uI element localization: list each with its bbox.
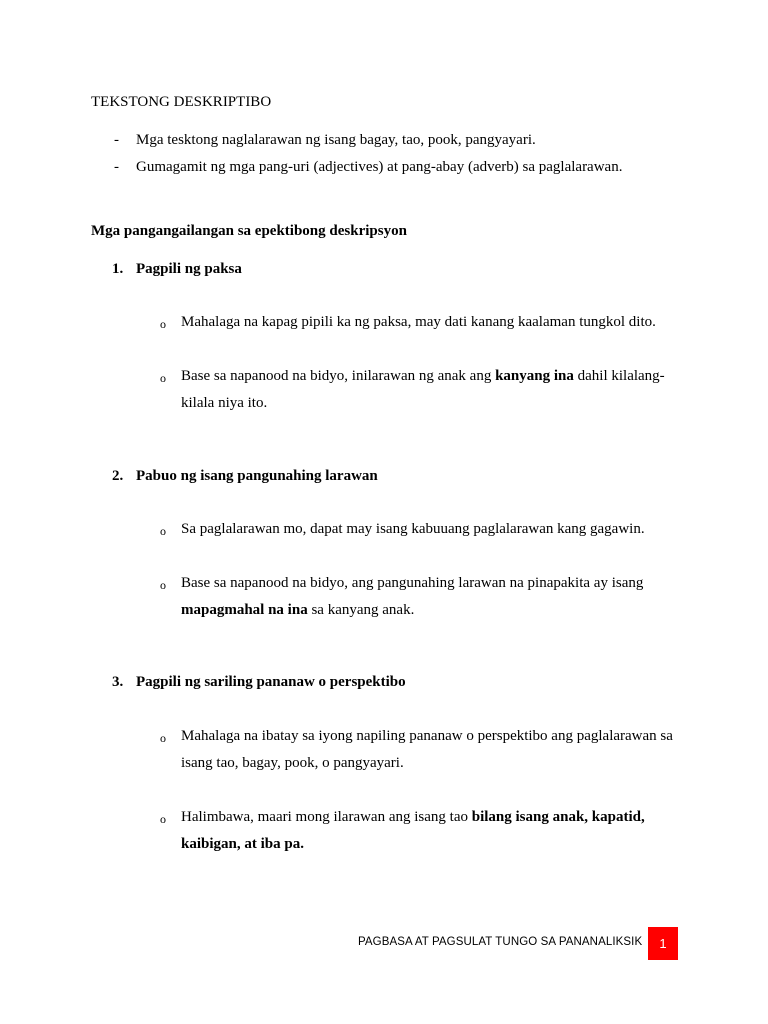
item-heading: Pagpili ng paksa — [136, 261, 242, 277]
section-heading: Mga pangangailangan sa epektibong deskripsyon — [91, 223, 407, 239]
page-number-badge: 1 — [648, 927, 678, 960]
bullet-icon: o — [160, 812, 166, 826]
item-number: 2. — [112, 468, 124, 484]
point-line: Base sa napanood na bidyo, ang pangunahing larawan na pinapakita ay isang — [181, 575, 644, 591]
intro-item-2: Gumagamit ng mga pang-uri (adjectives) at pang-abay (adverb) sa paglalarawan. — [136, 159, 623, 175]
emphasis-text: mapagmahal na ina — [181, 602, 308, 618]
point-line: Mahalaga na ibatay sa iyong napiling pananaw o perspektibo ang paglalarawan sa — [181, 728, 673, 744]
footer-title: PAGBASA AT PAGSULAT TUNGO SA PANANALIKSIK — [358, 936, 643, 948]
point-line: Mahalaga na kapag pipili ka ng paksa, may dati kanang kaalaman tungkol dito. — [181, 314, 656, 330]
item-heading: Pabuo ng isang pangunahing larawan — [136, 468, 378, 484]
bullet-icon: o — [160, 317, 166, 331]
point-line: kilala niya ito. — [181, 395, 268, 411]
bullet-icon: o — [160, 371, 166, 385]
emphasis-text: kaibigan, at iba pa. — [181, 836, 304, 852]
bullet-icon: o — [160, 578, 166, 592]
emphasis-text: bilang isang anak, kapatid, — [471, 809, 645, 825]
item-number: 3. — [112, 674, 124, 690]
point-line: isang tao, bagay, pook, o pangyayari. — [181, 755, 404, 771]
document-title: TEKSTONG DESKRIPTIBO — [91, 94, 272, 110]
point-line: Base sa napanood na bidyo, inilarawan ng anak ang kanyang ina dahil kilalang- — [181, 368, 665, 384]
list-dash: - — [114, 132, 119, 148]
point-line: Sa paglalarawan mo, dapat may isang kabuuang paglalarawan kang gagawin. — [181, 521, 645, 537]
point-line: Halimbawa, maari mong ilarawan ang isang tao bilang isang anak, kapatid, — [181, 809, 645, 825]
item-number: 1. — [112, 261, 124, 277]
emphasis-text: kanyang ina — [495, 368, 574, 384]
point-line — [181, 837, 304, 852]
bullet-icon: o — [160, 524, 166, 538]
item-heading: Pagpili ng sariling pananaw o perspektibo — [136, 674, 406, 690]
bullet-icon: o — [160, 731, 166, 745]
point-line: mapagmahal na ina sa kanyang anak. — [181, 602, 415, 618]
intro-item-1: Mga tesktong naglalarawan ng isang bagay, tao, pook, pangyayari. — [136, 132, 536, 148]
list-dash: - — [114, 159, 119, 175]
